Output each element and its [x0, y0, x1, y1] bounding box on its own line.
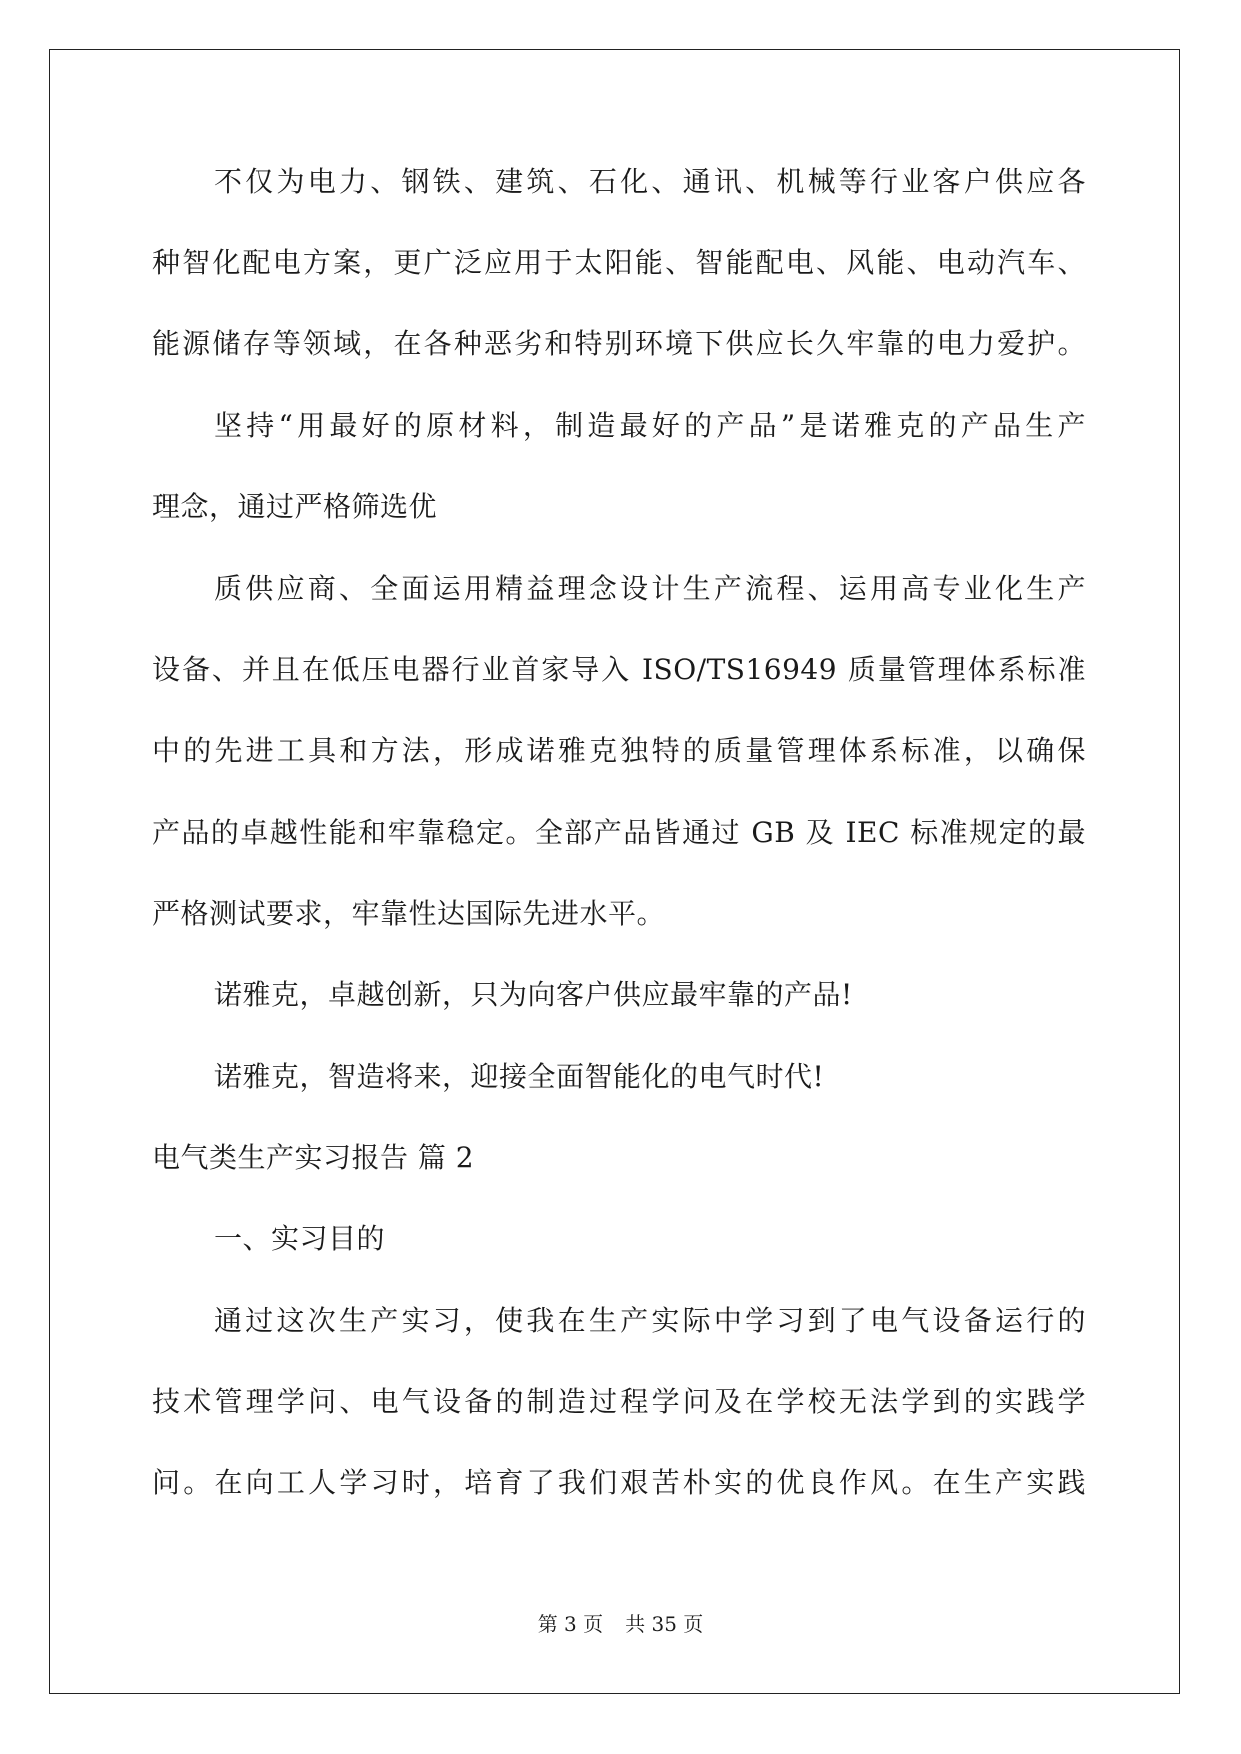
paragraph-line: 能源储存等领域，在各种恶劣和特别环境下供应长久牢靠的电力爱护。: [152, 327, 1086, 360]
paragraph-line: 问。在向工人学习时，培育了我们艰苦朴实的优良作风。在生产实践: [152, 1466, 1086, 1499]
paragraph-line: 种智化配电方案，更广泛应用于太阳能、智能配电、风能、电动汽车、: [152, 246, 1086, 279]
paragraph-line: 严格测试要求，牢靠性达国际先进水平。: [152, 897, 666, 930]
paragraph-line: 理念，通过严格筛选优: [152, 490, 438, 523]
paragraph-line: 技术管理学问、电气设备的制造过程学问及在学校无法学到的实践学: [152, 1385, 1086, 1418]
paragraph-line: 质供应商、全面运用精益理念设计生产流程、运用高专业化生产: [214, 572, 1086, 605]
paragraph-line: 产品的卓越性能和牢靠稳定。全部产品皆通过 GB 及 IEC 标准规定的最: [152, 816, 1086, 849]
page-border: [49, 49, 1180, 1694]
paragraph-line: 设备、并且在低压电器行业首家导入 ISO/TS16949 质量管理体系标准: [152, 653, 1086, 686]
section-heading: 电气类生产实习报告 篇 2: [152, 1141, 475, 1174]
page-footer: [0, 1610, 1241, 1638]
page-number: 第 3 页: [537, 1612, 604, 1636]
paragraph-line: 通过这次生产实习，使我在生产实际中学习到了电气设备运行的: [214, 1304, 1086, 1337]
paragraph-line: 不仅为电力、钢铁、建筑、石化、通讯、机械等行业客户供应各: [214, 165, 1086, 198]
paragraph-line: 中的先进工具和方法，形成诺雅克独特的质量管理体系标准，以确保: [152, 734, 1086, 767]
page-total: 共 35 页: [625, 1612, 704, 1636]
subsection-heading: 一、实习目的: [214, 1222, 386, 1255]
paragraph-line: 诺雅克，卓越创新，只为向客户供应最牢靠的产品!: [214, 978, 853, 1011]
paragraph-line: 诺雅克，智造将来，迎接全面智能化的电气时代!: [214, 1060, 825, 1093]
paragraph-line: 坚持“用最好的原材料，制造最好的产品”是诺雅克的产品生产: [214, 409, 1086, 442]
